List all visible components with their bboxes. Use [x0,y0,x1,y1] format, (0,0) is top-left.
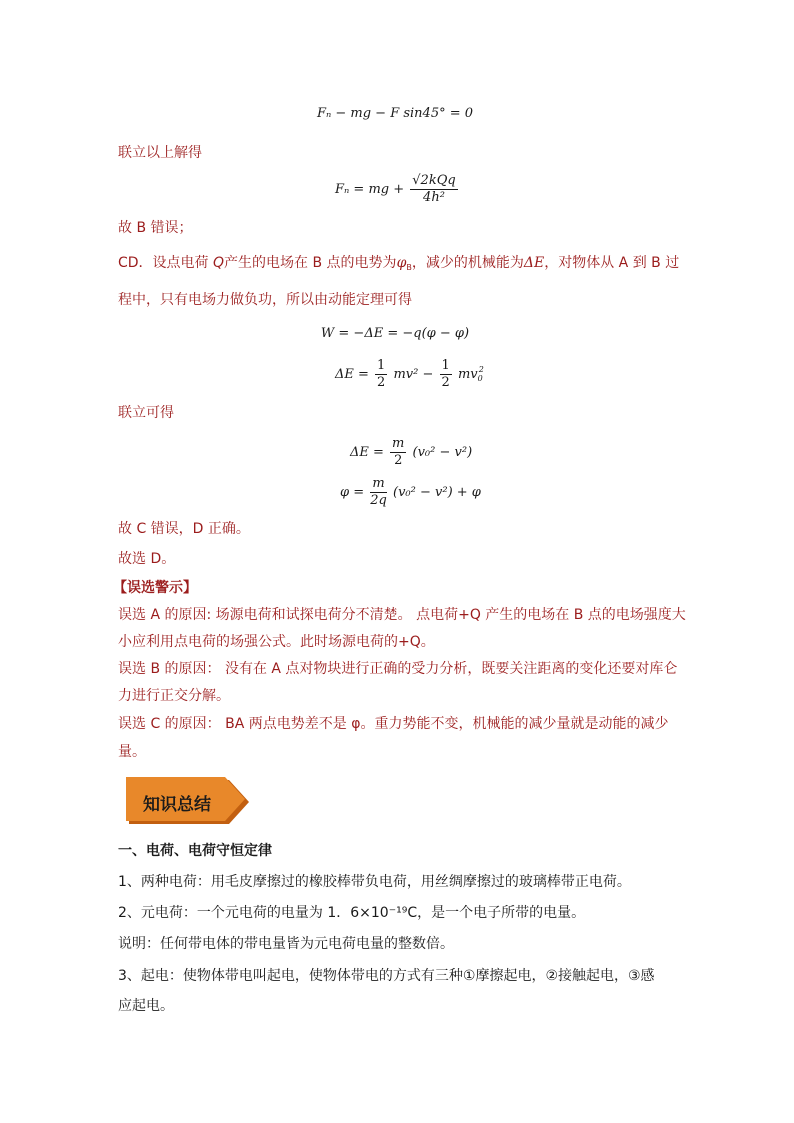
eq5-right: (v₀² − v²) [412,445,473,460]
warning-heading: 【误选警示】 [113,580,197,596]
summary-p1: 1、两种电荷：用毛皮摩擦过的橡胶棒带负电荷，用丝绸摩擦过的玻璃棒带正电荷。 [118,874,631,890]
banner-label: 知识总结 [143,795,211,815]
eq6-right: (v₀² − v²) + φ [393,485,481,500]
eq5-left: ΔE = [350,445,384,460]
text-cd-line2: 程中，只有电场力做负功，所以由动能定理可得 [118,292,412,308]
summary-p2: 2、元电荷：一个元电荷的电量为 1．6×10⁻¹⁹C，是一个电子所带的电量。 [118,905,586,921]
cd-part-c: 产生的电场在 B 点的电势为 [224,255,397,271]
equation-work: W = −ΔE = −q(φ − φ) [320,326,470,341]
section-title: 一、电荷、电荷守恒定律 [118,843,272,859]
eq6-fraction: $\frac{m}{2q}$ [370,476,387,508]
summary-p4: 3、起电：使物体带电叫起电，使物体带电的方式有三种①摩擦起电，②接触起电，③感 [118,968,655,984]
eq4-half-1: $\frac{1}{2}$ [377,358,386,390]
equation-normal-force [335,173,465,206]
eq6-left: φ = [340,485,365,500]
eq4-mid1: mv² − [393,367,434,382]
cd-part-e: ，减少的机械能为 [411,255,524,271]
text-cd-line1: CD．设点电荷 Q产生的电场在 B 点的电势为$\varphi_B$，减少的机械能为ΔE，对物体从 A 到 B 过 [118,255,680,272]
warning-c-line1: 误选 C 的原因： BA 两点电势差不是 φ。重力势能不变，机械能的减少量就是动能的减少 [118,716,669,732]
eq5-fraction: $\frac{m}{2}$ [392,436,405,468]
cd-symbol-deltaE: ΔE [523,255,545,271]
equation-potential-b [340,476,480,509]
summary-p5: 应起电。 [118,998,174,1014]
warning-a-line1: 误选 A 的原因: 场源电荷和试探电荷分不清楚。 点电荷+Q 产生的电场在 B 点的电场强度大 [118,607,686,623]
summary-p3: 说明：任何带电体的带电量皆为元电荷电量的整数倍。 [118,936,454,952]
text-b-wrong: 故 B 错误； [118,220,193,236]
text-choose-d: 故选 D。 [118,551,176,567]
eq2-numerator: √2kQq [412,173,456,188]
equation-energy-change: ΔE = $\frac{1}{2}$ mv² − $\frac{1}{2}$ $mv_0^2$ [335,358,484,390]
text-combine: 联立以上解得 [118,145,202,161]
eq4-half-2: $\frac{1}{2}$ [441,358,450,390]
eq2-fraction [410,173,457,206]
warning-b-line2: 力进行正交分解。 [118,688,230,704]
equation-energy-change-2 [350,436,473,469]
equation-force-balance: Fₙ − mg − F sin45° = 0 [316,106,474,121]
eq4-left: ΔE = [335,367,369,382]
eq4-mid2: mv [457,367,478,382]
cd-symbol-phi: φ [396,255,407,271]
text-c-wrong: 故 C 错误，D 正确。 [118,521,250,537]
warning-c-line2: 量。 [118,744,146,760]
eq2-left: Fₙ = mg + [335,182,405,197]
eq2-denominator: 4h² [423,190,445,205]
cd-part-a: CD．设点电荷 [118,255,214,271]
cd-part-g: ，对物体从 A 到 B 过 [544,255,680,271]
knowledge-summary-banner [125,776,251,828]
warning-b-line1: 误选 B 的原因： 没有在 A 点对物块进行正确的受力分析，既要关注距离的变化还要对库仑 [118,661,678,677]
text-combine-2: 联立可得 [118,405,174,421]
cd-symbol-q: Q [213,255,225,271]
warning-a-line2: 小应利用点电荷的场强公式。此时场源电荷的+Q。 [118,634,435,650]
